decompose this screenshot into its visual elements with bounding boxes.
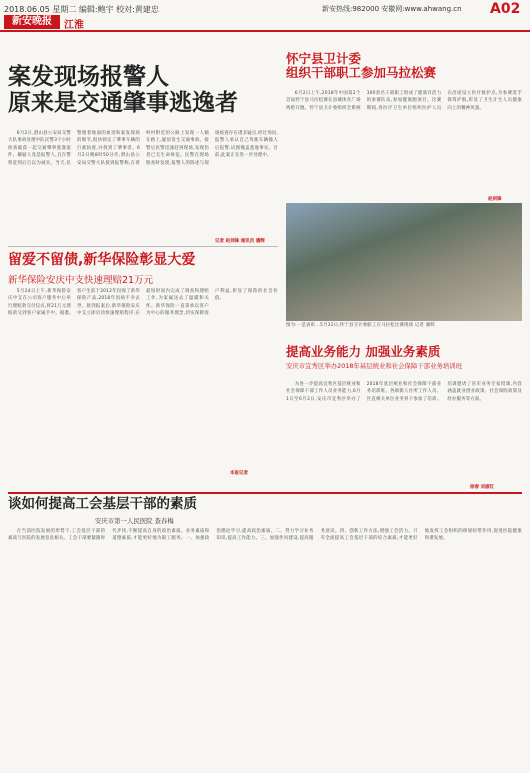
article4-author: 徐春 刘淑红 bbox=[470, 485, 495, 490]
hotline: 新安热线:982000 安徽网:www.ahwang.cn bbox=[322, 5, 462, 13]
article2-body: 6月2日上午,2018年中国第2个首届怀宁县马拉松赛在县城体育广场鸣枪开跑。怀宁县卫计委组织全系统300余名干部职工组成了健康有活力的参赛队伍,参加健康跑项目。比赛期间,各医疗卫生单位组织医护人员在沿途设立医疗救护点,为参赛选手保驾护航,彰显了卫生计生人员健康向上的精神风貌。 bbox=[286, 91, 522, 111]
photo-caption: 图为:一是表彰...5月31日,怀宁县卫计委职工在马拉松比赛现场 记者 潘辉 bbox=[286, 323, 435, 328]
article1-title: 案发现场报警人 原来是交通肇事逃逸者 bbox=[8, 63, 238, 117]
article3-title: 留爱不留债,新华保险彰显大爱 bbox=[8, 252, 196, 268]
article3-body: 5月24日上午,新华保险安庆中支在公司客户服务中心举行理赔款交付仪式,将21万元理赔款交到客户家属手中。据悉,客户生前于2012年投保了新华保险产品,2018年因病不幸去世。接到报案后,新华保险安庆中支立即启动快速理赔程序,在最短时间内完成了调查和理赔工作,为家属送去了温暖和关怀。新华保险一直秉承以客户为中心的服务理念,切实保障客户利益,彰显了保险的社会价值。 bbox=[8, 289, 278, 317]
article3-subtitle: 新华保险安庆中支快速理赔21万元 bbox=[8, 275, 154, 286]
article5-subtitle: 安庆市第一人民医院 查春梅 bbox=[95, 517, 174, 525]
section-name: 江淮 bbox=[64, 20, 84, 31]
article4-title: 提高业务能力 加强业务素质 bbox=[286, 344, 441, 359]
section-rule bbox=[8, 492, 522, 494]
divider bbox=[8, 246, 278, 247]
article4-subtitle: 安庆市宜秀区举办2018年基层统业和社会保障干部业务培训班 bbox=[286, 362, 463, 370]
article2-title: 怀宁县卫计委 组织干部职工参加马拉松赛 bbox=[286, 51, 437, 81]
article4-body: 为进一步提高宜秀区基层统业和社会保障干部工作人员业务能力,6月1日至6月2日,安庆市宜秀区举办了2018年基层统业和社会保障干部业务培训班。各镇街人社所工作人员、区直相关单位业务骨干参加了培训。培训邀请了省市业务专家授课,内容涵盖就业创业政策、社会保险政策及经办服务等方面。 bbox=[286, 382, 522, 402]
article1-author: 记者 赵剑锋 通讯员 潘辉 bbox=[215, 239, 265, 244]
article3-author: 本报记者 bbox=[230, 471, 248, 476]
page-number: A02 bbox=[490, 1, 521, 17]
article5-title: 谈如何提高工会基层干部的素质 bbox=[8, 496, 197, 512]
article5-body: 在当前医院发展的形势下,工会基层干部的素质与医院的发展息息相关。工会干部要紧跟时代步伐,不断提高自身的政治素质、业务素质和道德素质,才能更好地为职工服务。一、加强政治理论学习,提高政治素质。二、努力学习业务知识,提高工作能力。三、加强作风建设,提高服务意识。四、创新工作方法,增强工会活力。只有全面提高工会基层干部的综合素质,才能更好地发挥工会组织的桥梁纽带作用,促进医院健康和谐发展。 bbox=[8, 529, 522, 542]
newspaper-logo: 新安晚报 bbox=[4, 15, 60, 29]
article1-body: 6月2日,潜山县公安局交警大队事故处理中队民警3个小时侦查破获一起交通肇事逃逸案件。嫌疑人竟是报警人,且在警察赶到后自以为诚实。当天,民警循着地面的血迹和案发现场的细节,很快锁定了肇事车辆的行驶轨迹,并找到了肇事者。6月2日晚8时50分许,潜山县公安局交警大队接到报警称,在黄岭村附近的公路上发现一人躺在路上,疑似发生交通事故。接警后民警迅速赶到现场,发现伤者已无生命体征。民警在现场勘查时发现,报警人的陈述与现场痕迹存在诸多疑点,经过询问,报警人承认自己驾驶车辆撞人后报警,试图掩盖逃逸事实。目前,此案正在进一步处理中。 bbox=[8, 131, 278, 166]
article2-author: 赵剑锋 bbox=[488, 197, 502, 202]
marathon-photo bbox=[286, 203, 522, 321]
issue-date: 2018.06.05 星期二 编辑:鲍宇 校对:黄建忠 bbox=[4, 5, 159, 14]
